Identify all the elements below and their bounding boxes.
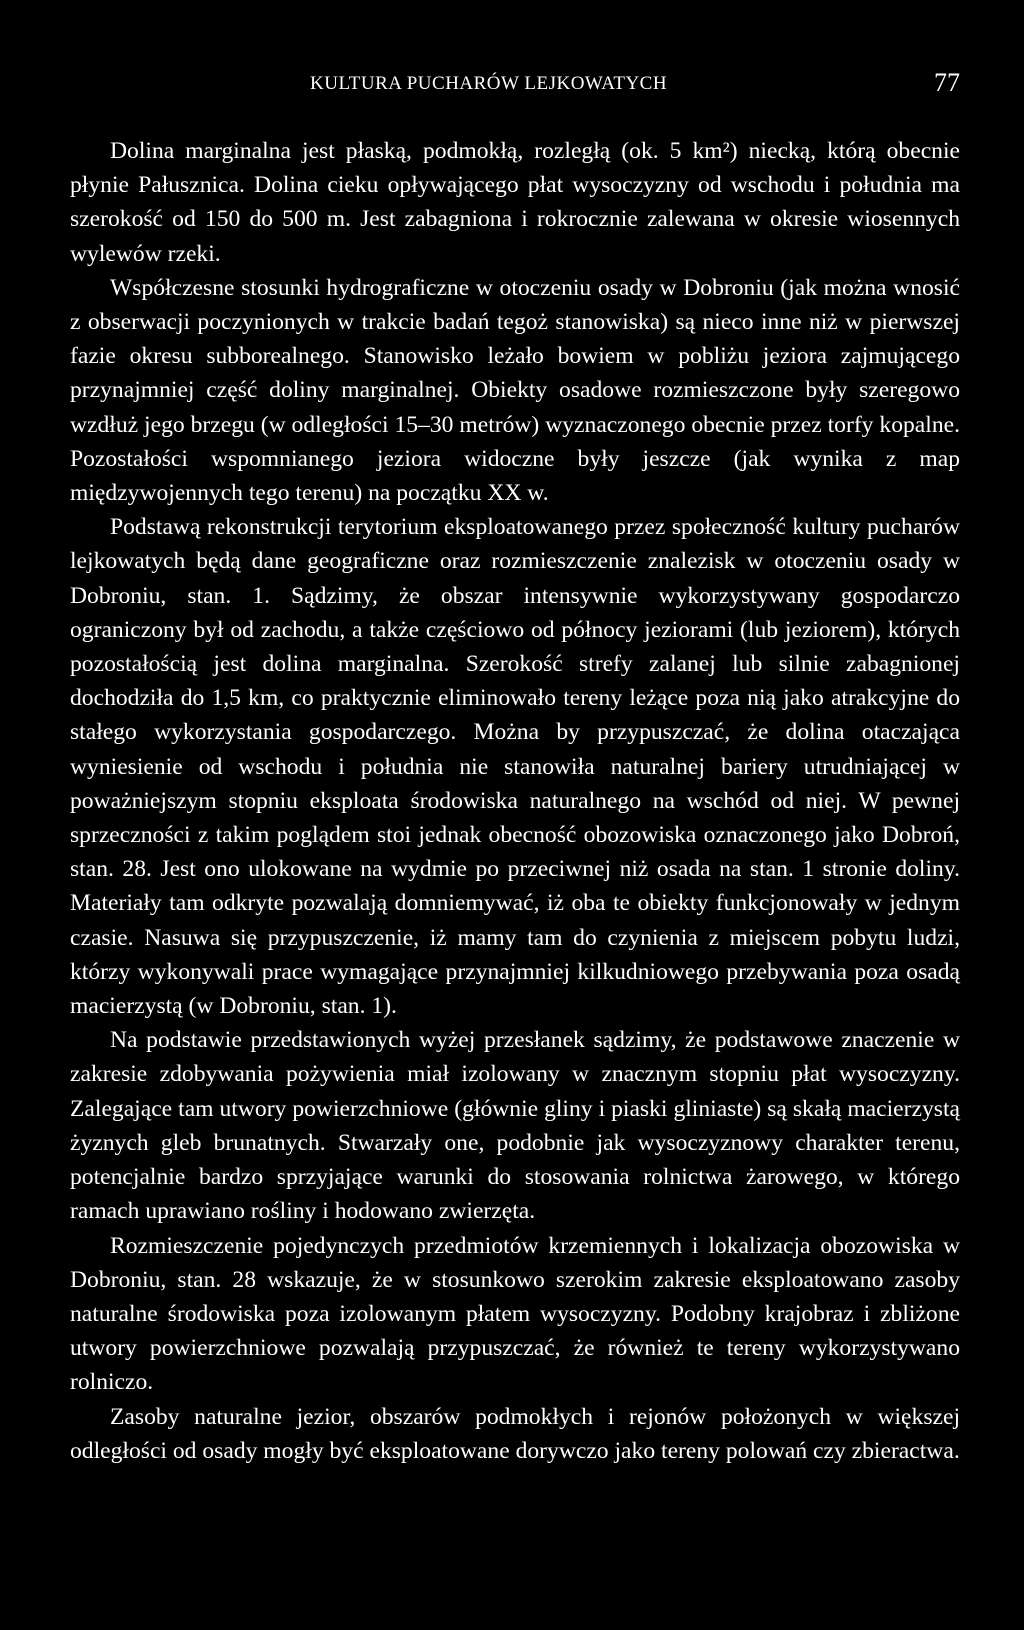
paragraph: Zasoby naturalne jezior, obszarów podmokłych i rejonów położonych w większej odległości od osady mogły być eksploatowane dorywczo jako tereny polowań czy zbieractwa.	[70, 1403, 960, 1464]
page-header	[70, 62, 960, 102]
paragraph: Na podstawie przedstawionych wyżej przesłanek sądzimy, że podstawowe znaczenie w zakresie zdobywania pożywienia miał izolowany w znacznym stopniu płat wysoczyzny. Zalegające tam utwory powierzchniowe (głównie gliny i piaski gliniaste) są skałą macierzystą żyznych gleb brunatnych. Stwarzały one, podobnie jak wysoczyznowy charakter terenu, potencjalnie bardzo sprzyjające warunki do stosowania rolnictwa żarowego, w którego ramach uprawiano rośliny i hodowano zwierzęta.	[70, 1027, 960, 1225]
running-title: KULTURA PUCHARÓW LEJKOWATYCH	[310, 73, 668, 94]
page-number: 77	[934, 68, 960, 97]
paragraph: Dolina marginalna jest płaską, podmokłą, rozległą (ok. 5 km²) niecką, którą obecnie płynie Pałusznica. Dolina cieku opływającego płat wysoczyzny od wschodu i południa ma szerokość od 150 do 500 m. Jest zabagniona i rokrocznie zalewana w okresie wiosennych wylewów rzeki.	[70, 138, 960, 267]
paragraph: Współczesne stosunki hydrograficzne w otoczeniu osady w Dobroniu (jak można wnosić z obserwacji poczynionych w trakcie badań tegoż stanowiska) są nieco inne niż w pierwszej fazie okresu subborealnego. Stanowisko leżało bowiem w pobliżu jeziora zajmującego przynajmniej część doliny marginalnej. Obiekty osadowe rozmieszczone były szeregowo wzdłuż jego brzegu (w odległości 15–30 metrów) wyznaczonego obecnie przez torfy kopalne. Pozostałości wspomnianego jeziora widoczne były jeszcze (jak wynika z map międzywojennych tego terenu) na początku XX w.	[70, 274, 960, 507]
paragraph: Podstawą rekonstrukcji terytorium eksploatowanego przez społeczność kultury pucharów lejkowatych będą dane geograficzne oraz rozmieszczenie znalezisk w otoczeniu osady w Dobroniu, stan. 1. Sądzimy, że obszar intensywnie wykorzystywany gospodarczo ograniczony był od zachodu, a także częściowo od północy jeziorami (lub jeziorem), których pozostałością jest dolina marginalna. Szerokość strefy zalanej lub silnie zabagnionej dochodziła do 1,5 km, co praktycznie eliminowało tereny leżące poza nią jako atrakcyjne do stałego wykorzystania gospodarczego. Można by przypuszczać, że dolina otaczająca wyniesienie od wschodu i południa nie stanowiła naturalnej bariery utrudniającej w poważniejszym stopniu eksploata środowiska naturalnego na wschód od niej. W pewnej sprzeczności z takim poglądem stoi jednak obecność obozowiska oznaczonego jako Dobroń, stan. 28. Jest ono ulokowane na wydmie po przeciwnej niż osada na stan. 1 stronie doliny. Materiały tam odkryte pozwalają domniemywać, iż oba te obiekty funkcjonowały w jednym czasie. Nasuwa się przypuszczenie, iż mamy tam do czynienia z miejscem pobytu ludzi, którzy wykonywali prace wymagające przynajmniej kilkudniowego przebywania poza osadą macierzystą (w Dobroniu, stan. 1).	[70, 514, 960, 1020]
book-page	[70, 62, 960, 1468]
body-text	[70, 134, 960, 1468]
paragraph: Rozmieszczenie pojedynczych przedmiotów krzemiennych i lokalizacja obozowiska w Dobroniu, stan. 28 wskazuje, że w stosunkowo szerokim zakresie eksploatowano zasoby naturalne środowiska poza izolowanym płatem wysoczyzny. Podobny krajobraz i zbliżone utwory powierzchniowe pozwalają przypuszczać, że również te tereny wykorzystywano rolniczo.	[70, 1232, 960, 1396]
